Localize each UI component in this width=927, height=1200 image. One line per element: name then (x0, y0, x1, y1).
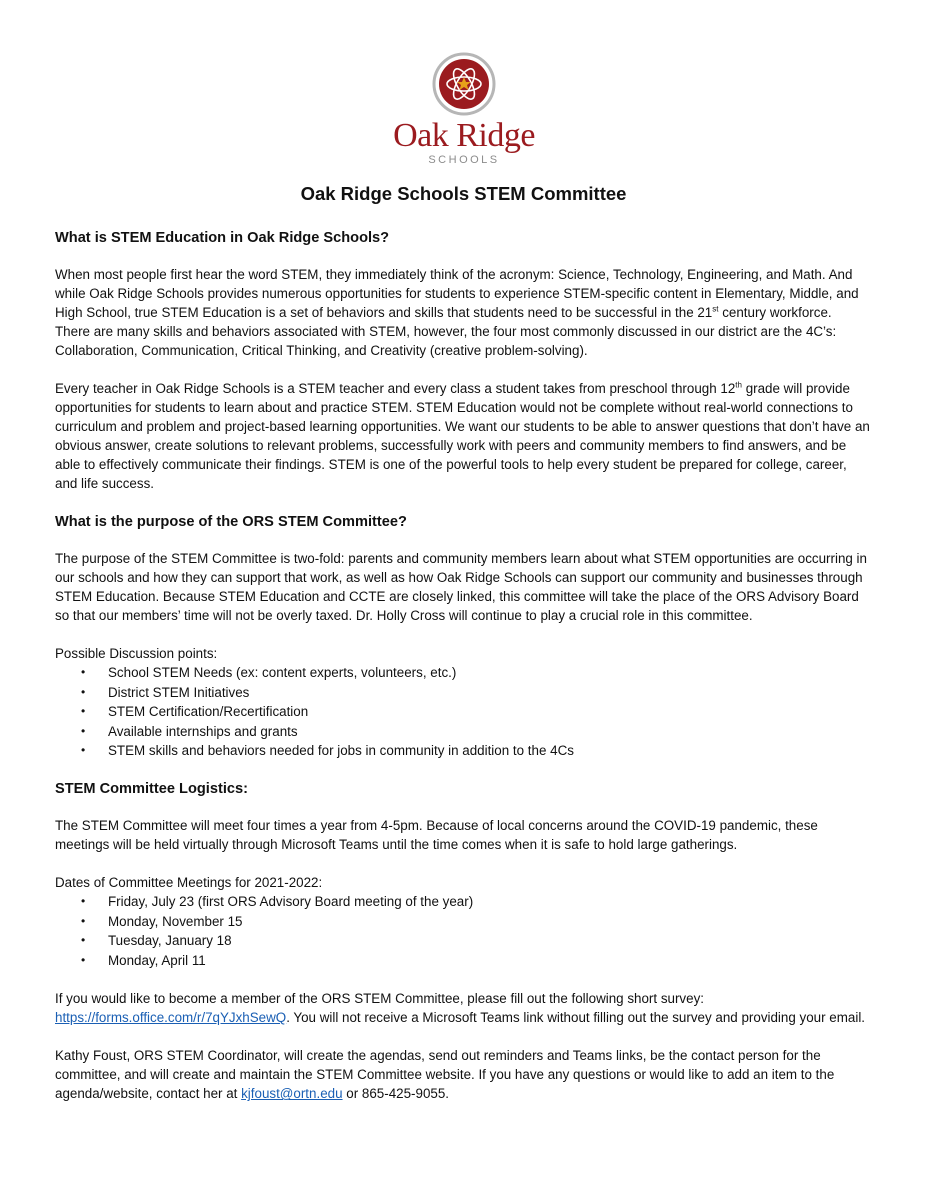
list-item: • Friday, July 23 (first ORS Advisory Board meeting of the year) (108, 892, 870, 912)
discussion-points-list (55, 663, 870, 761)
superscript: th (735, 380, 742, 390)
paragraph-purpose: The purpose of the STEM Committee is two-fold: parents and community members learn about what STEM opportunities are occurring in our schools and how they can support that work, as well as how Oak Ridge Schools can support our community and businesses through STEM Education. Because STEM Education and CCTE are closely linked, this committee will take the place of the ORS Advisory Board so that our members’ time will not be overly taxed. Dr. Holly Cross will continue to play a crucial role in this committee. (55, 551, 867, 623)
contact-email-link[interactable]: kjfoust@ortn.edu (241, 1086, 343, 1102)
paragraph-text: Kathy Foust, ORS STEM Coordinator, will create the agendas, send out reminders and Teams links, be the contact person for the committee, and will create and maintain the STEM Committee website. If you have any questions or would like to add an item to the agenda/website, contact her at (55, 1048, 835, 1102)
paragraph-meetings: The STEM Committee will meet four times a year from 4-5pm. Because of local concerns around the COVID-19 pandemic, these meetings will be held virtually through Microsoft Teams until the time comes when it is safe to hold large gatherings. (55, 817, 818, 852)
section-heading-purpose: What is the purpose of the ORS STEM Committee? (55, 514, 407, 530)
logo-subtitle: SCHOOLS (428, 154, 500, 166)
list-item: • School STEM Needs (ex: content experts, volunteers, etc.) (108, 663, 870, 683)
superscript: st (712, 304, 719, 314)
list-item: • STEM Certification/Recertification (108, 702, 870, 722)
paragraph-survey (55, 989, 870, 1027)
heading-text: STEM Committee Logistics (55, 780, 244, 797)
paragraph-stem-intro (55, 265, 870, 360)
paragraph-contact (55, 1046, 870, 1103)
paragraph-text: . You will not receive a Microsoft Teams link without filling out the survey and providing your email. (286, 1010, 866, 1026)
atom-emblem-icon (432, 52, 496, 116)
list-item: • District STEM Initiatives (108, 683, 870, 703)
paragraph-text: century workforce. There are many skills and behaviors associated with STEM, however, the four most commonly discussed in our district are the 4C’s: Collaboration, Communication, Critical Thinking, and Creativity (creative problem-solving). (55, 305, 837, 358)
section-heading-stem-education: What is STEM Education in Oak Ridge Schools? (55, 230, 390, 246)
paragraph-text: If you would like to become a member of the ORS STEM Committee, please fill out the following short survey: (55, 991, 704, 1007)
paragraph-text: When most people first hear the word STEM, they immediately think of the acronym: Science, Technology, Engineering, and Math. And while Oak Ridge Schools provides numerous opportunities for students to experience STEM-specific content in Elementary, Middle, and High School, true STEM Education is a set of behaviors and skills that students need to be successful in the 21 (55, 267, 859, 320)
logo-name: Oak Ridge (393, 117, 535, 154)
list-item: • Monday, November 15 (108, 912, 870, 932)
page-title: Oak Ridge Schools STEM Committee (300, 183, 627, 204)
list-item: • Monday, April 11 (108, 951, 870, 971)
paragraph-every-teacher (55, 379, 870, 493)
discussion-points-intro: Possible Discussion points: (55, 646, 218, 661)
list-item: • STEM skills and behaviors needed for jobs in community in addition to the 4Cs (108, 741, 870, 761)
paragraph-text: or 865-425-9055. (342, 1086, 450, 1102)
dates-intro: Dates of Committee Meetings for 2021-2022: (55, 874, 323, 890)
list-item: • Available internships and grants (108, 722, 870, 742)
document-body (55, 229, 870, 1122)
paragraph-text: Every teacher in Oak Ridge Schools is a STEM teacher and every class a student takes from preschool through 12 (55, 381, 736, 396)
list-item: • Tuesday, January 18 (108, 931, 870, 951)
survey-link[interactable]: https://forms.office.com/r/7qYJxhSewQ (55, 1010, 287, 1026)
heading-suffix: : (243, 780, 248, 797)
paragraph-text: grade will provide opportunities for students to learn about and practice STEM. STEM Education would not be complete without real-world connections to curriculum and problem and project-based learning opportunities. We want our students to be able to answer questions that don’t have an obvious answer, create solutions to relevant problems, successfully work with peers and community members to find answers, and be able to effectively communicate their findings. STEM is one of the powerful tools to help every student be prepared for college, career, and life success. (55, 381, 870, 491)
section-heading-logistics (55, 780, 870, 799)
meeting-dates-list (55, 892, 870, 970)
school-logo (386, 52, 542, 166)
